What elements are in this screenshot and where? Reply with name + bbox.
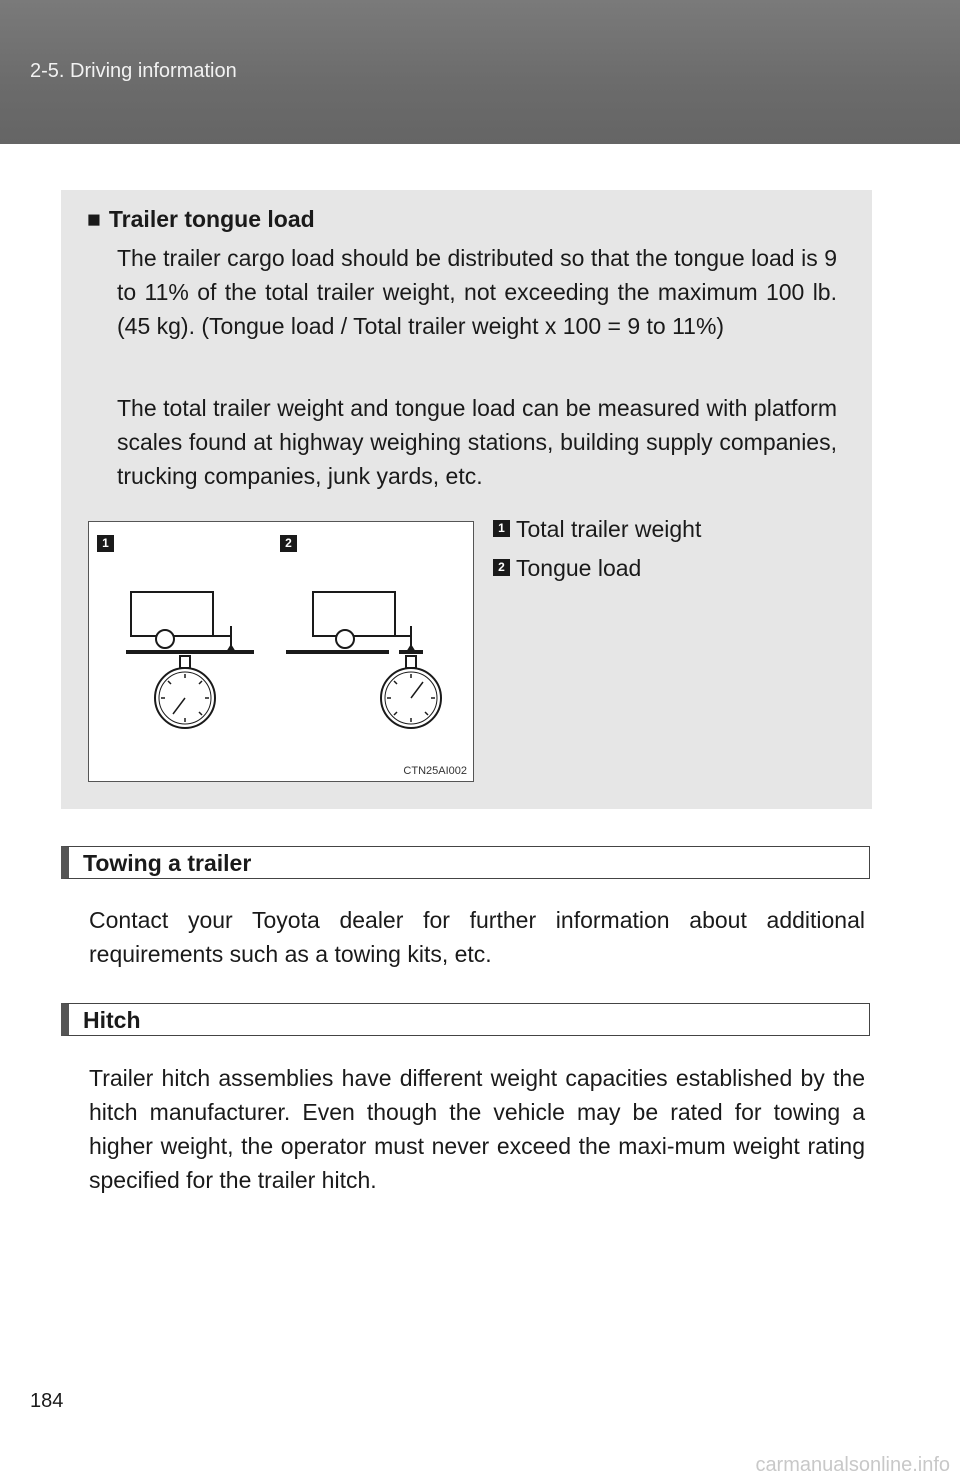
figure-badge-2: 2 — [280, 535, 297, 552]
legend-item — [493, 512, 701, 551]
towing-body-text: Contact your Toyota dealer for further information about additional requirements such as a towing kits, etc. — [89, 907, 865, 967]
square-bullet-icon: ■ — [87, 206, 101, 232]
legend-badge-1: 1 — [493, 520, 510, 537]
box-heading — [87, 206, 315, 233]
section-heading-text: Towing a trailer — [83, 850, 252, 876]
trailer-left-illustration — [126, 592, 254, 728]
legend-badge-2: 2 — [493, 559, 510, 576]
figure-badge-1: 1 — [97, 535, 114, 552]
figure-legend — [493, 512, 701, 590]
trailer-right-illustration — [286, 592, 441, 728]
figure-code: CTN25AI002 — [403, 765, 467, 777]
section-heading-text: Hitch — [83, 1007, 141, 1033]
legend-label: Tongue load — [516, 555, 642, 581]
hitch-body-text: Trailer hitch assemblies have different weight capacities established by the hitch manufacturer. Even though the vehicle may be rated for towing a higher weight, the operator must never exceed the maxi-mum weight rating specified for the trailer hitch. — [89, 1065, 865, 1193]
section-heading-towing — [61, 846, 870, 879]
box-heading-text: Trailer tongue load — [108, 206, 315, 232]
page-header — [0, 0, 960, 144]
measurement-paragraph: The total trailer weight and tongue load can be measured with platform scales found at highway weighing stations, building supply companies, trucking companies, junk yards, etc. — [117, 395, 837, 489]
legend-label: Total trailer weight — [516, 516, 702, 542]
page-number: 184 — [30, 1390, 64, 1412]
legend-item — [493, 551, 701, 590]
tongue-load-paragraph: The trailer cargo load should be distributed so that the tongue load is 9 to 11% of the total trailer weight, not exceeding the maximum 100 lb. (45 kg). (Tongue load / Total trailer weight x 100 = 9 to 11%) — [117, 245, 837, 339]
watermark: carmanualsonline.info — [755, 1454, 950, 1476]
section-title: 2-5. Driving information — [30, 60, 237, 82]
trailer-scale-figure — [88, 521, 474, 782]
section-heading-hitch — [61, 1003, 870, 1036]
trailer-tongue-load-box — [61, 190, 872, 809]
trailer-scale-illustration — [89, 522, 473, 781]
